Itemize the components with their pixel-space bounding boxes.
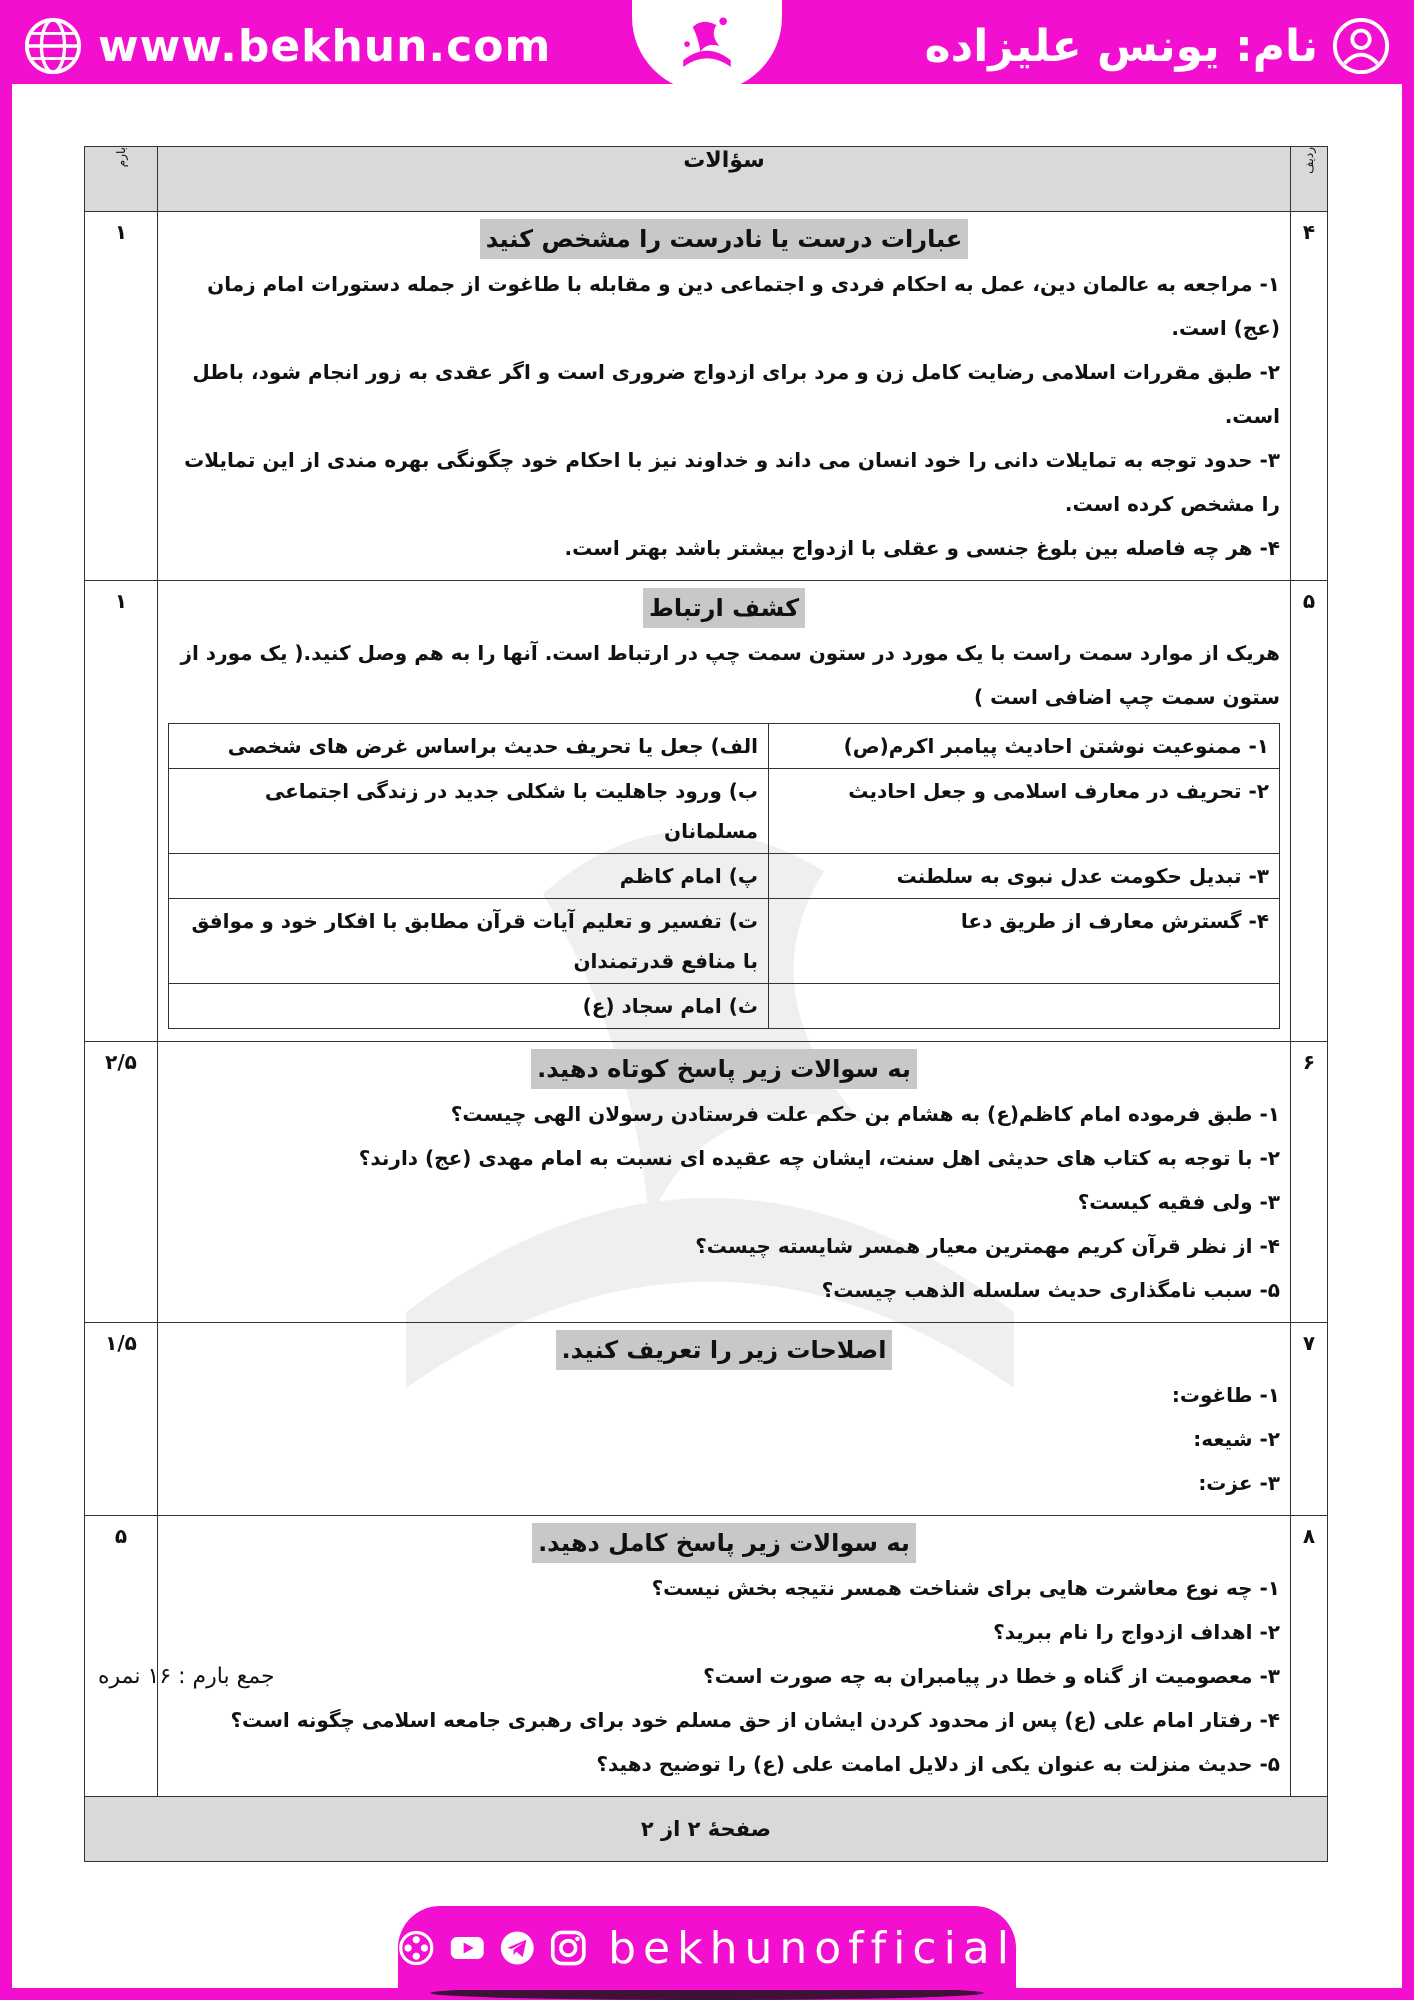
question-line: ۱- چه نوع معاشرت هایی برای شناخت همسر نتیجه بخش نیست؟: [651, 1576, 1280, 1600]
match-row: [169, 854, 1280, 899]
section-title: به سوالات زیر پاسخ کامل دهید.: [532, 1523, 916, 1563]
section-body: [158, 581, 1291, 1042]
match-left-item: ث) امام سجاد (ع): [169, 984, 769, 1029]
section-number: ۶: [1291, 1042, 1328, 1323]
match-right-item: ۳- تبدیل حکومت عدل نبوی به سلطنت: [768, 854, 1279, 899]
match-left-item: الف) جعل یا تحریف حدیث براساس غرض های شخصی: [169, 724, 769, 769]
question-line: ۵- سبب نامگذاری حدیث سلسله الذهب چیست؟: [821, 1278, 1280, 1302]
question-line: ۳- عزت:: [1198, 1471, 1280, 1495]
page-number-row: [85, 1797, 1328, 1862]
section-row: [85, 1516, 1328, 1797]
section-intro: هریک از موارد سمت راست با یک مورد در ستون سمت چپ در ارتباط است. آنها را به هم وصل کنید.( یک مورد از ستون سمت چپ اضافی است ): [180, 641, 1280, 709]
matching-table: [168, 723, 1280, 1029]
section-score: ۱/۵: [85, 1323, 158, 1516]
site-link[interactable]: [24, 16, 551, 76]
section-number: ۴: [1291, 212, 1328, 581]
exam-table: [84, 146, 1328, 1862]
question-line: ۳- معصومیت از گناه و خطا در پیامبران به چه صورت است؟: [703, 1664, 1280, 1688]
match-right-item: ۴- گسترش معارف از طریق دعا: [768, 899, 1279, 984]
section-score: ۱: [85, 212, 158, 581]
match-row: [169, 984, 1280, 1029]
header-divider: [12, 84, 1402, 94]
site-url: www.bekhun.com: [98, 20, 552, 72]
page-number: صفحهٔ ۲ از ۲: [85, 1797, 1328, 1862]
questions-header: سؤالات: [158, 147, 1291, 212]
match-left-item: پ) امام کاظم: [169, 854, 769, 899]
section-body: [158, 212, 1291, 581]
question-line: ۱- طبق فرموده امام کاظم(ع) به هشام بن حکم علت فرستادن رسولان الهی چیست؟: [450, 1102, 1280, 1126]
question-line: ۱- مراجعه به عالمان دین، عمل به احکام فردی و اجتماعی دین و مقابله با طاغوت از جمله دستورات امام زمان (عج) است.: [207, 272, 1280, 340]
telegram-icon[interactable]: [499, 1928, 536, 1968]
brand-logo: [632, 0, 782, 92]
section-body: [158, 1042, 1291, 1323]
question-line: ۴- رفتار امام علی (ع) پس از محدود کردن ایشان از حق مسلم خود برای رهبری جامعه اسلامی چگونه است؟: [230, 1708, 1280, 1732]
match-row: [169, 899, 1280, 984]
student-name-block: [925, 16, 1390, 76]
match-row: [169, 769, 1280, 854]
section-score: ۱: [85, 581, 158, 1042]
question-line: ۴- هر چه فاصله بین بلوغ جنسی و عقلی با ازدواج بیشتر باشد بهتر است.: [564, 536, 1280, 560]
social-handle[interactable]: bekhunofficial: [608, 1922, 1016, 1974]
user-icon: [1332, 17, 1390, 75]
question-line: ۲- با توجه به کتاب های حدیثی اهل سنت، ایشان چه عقیده ای نسبت به امام مهدی (عج) دارند؟: [358, 1146, 1280, 1170]
section-number: ۵: [1291, 581, 1328, 1042]
question-line: ۲- طبق مقررات اسلامی رضایت کامل زن و مرد برای ازدواج ضروری است و اگر عقدی به زور انجام شود، باطل است.: [192, 360, 1280, 428]
match-right-item: ۲- تحریف در معارف اسلامی و جعل احادیث: [768, 769, 1279, 854]
header-bar: [0, 0, 1414, 92]
section-number: ۸: [1291, 1516, 1328, 1797]
book-logo-icon: [664, 8, 750, 84]
radif-header: ردیف: [1291, 147, 1328, 212]
section-row: [85, 212, 1328, 581]
section-score: ۲/۵: [85, 1042, 158, 1323]
section-title: عبارات درست یا نادرست را مشخص کنید: [480, 219, 969, 259]
film-reel-icon[interactable]: [398, 1928, 435, 1968]
section-title: کشف ارتباط: [643, 588, 805, 628]
section-title: اصلاحات زیر را تعریف کنید.: [556, 1330, 893, 1370]
social-bar: [398, 1906, 1016, 1990]
question-line: ۱- طاغوت:: [1171, 1383, 1280, 1407]
total-score: جمع بارم : ۱۶ نمره: [98, 1664, 275, 1689]
question-line: ۲- اهداف ازدواج را نام ببرید؟: [993, 1620, 1280, 1644]
question-line: ۴- از نظر قرآن کریم مهمترین معیار همسر شایسته چیست؟: [695, 1234, 1280, 1258]
section-row: [85, 1042, 1328, 1323]
table-header-row: [85, 147, 1328, 212]
section-body: [158, 1323, 1291, 1516]
section-title: به سوالات زیر پاسخ کوتاه دهید.: [531, 1049, 917, 1089]
instagram-icon[interactable]: [550, 1928, 587, 1968]
globe-icon: [24, 17, 82, 75]
question-line: ۳- ولی فقیه کیست؟: [1077, 1190, 1280, 1214]
section-number: ۷: [1291, 1323, 1328, 1516]
question-line: ۲- شیعه:: [1193, 1427, 1280, 1451]
section-row: [85, 1323, 1328, 1516]
question-line: ۵- حدیث منزلت به عنوان یکی از دلایل امامت علی (ع) را توضیح دهید؟: [596, 1752, 1280, 1776]
match-right-item: [768, 984, 1279, 1029]
section-score: ۵: [85, 1516, 158, 1797]
question-line: ۳- حدود توجه به تمایلات دانی را خود انسان می داند و خداوند نیز با احکام خود چگونگی بهره مندی از این تمایلات را مشخص کرده است.: [184, 448, 1280, 516]
match-row: [169, 724, 1280, 769]
score-header: بارم: [85, 147, 158, 212]
youtube-icon[interactable]: [449, 1928, 486, 1968]
match-left-item: ت) تفسیر و تعلیم آیات قرآن مطابق با افکار خود و موافق با منافع قدرتمندان: [169, 899, 769, 984]
section-body: [158, 1516, 1291, 1797]
section-row: [85, 581, 1328, 1042]
match-right-item: ۱- ممنوعیت نوشتن احادیث پیامبر اکرم(ص): [768, 724, 1279, 769]
match-left-item: ب) ورود جاهلیت با شکلی جدید در زندگی اجتماعی مسلمانان: [169, 769, 769, 854]
student-name: نام: یونس علیزاده: [924, 20, 1318, 72]
